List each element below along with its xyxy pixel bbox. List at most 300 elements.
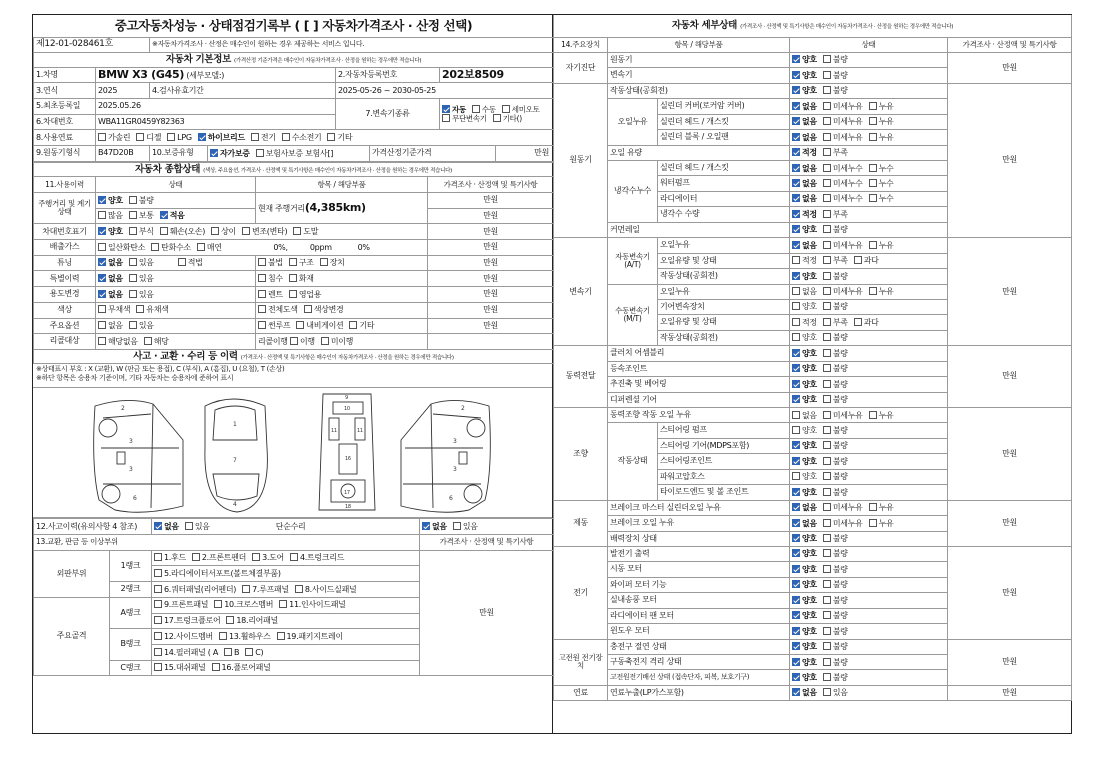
checkbox-icon[interactable] [252,553,260,561]
checkbox-icon[interactable] [442,105,450,113]
checkbox-icon[interactable] [211,227,219,235]
checked-checkbox-icon[interactable] [792,534,800,542]
detail-won: 만원 [948,52,1072,83]
checkbox-icon[interactable] [349,321,357,329]
checkbox-icon[interactable] [98,337,106,345]
detail-st-good: 양호 [802,395,817,405]
accident-rca-0: 15.대쉬패널 [164,663,206,673]
detail-st-none: 없음 [802,410,817,420]
detail-st-leak-w: 누수 [878,194,894,204]
basic-l4: 4.검사유효기간 [150,83,336,99]
detail-st-good: 양호 [802,487,817,497]
detail-st-bad: 불량 [832,364,848,374]
checked-checkbox-icon[interactable] [198,133,206,141]
checked-checkbox-icon[interactable] [422,522,430,530]
checkbox-icon[interactable] [192,553,200,561]
detail-st-good: 양호 [802,626,817,636]
checkbox-icon[interactable] [823,241,831,249]
overall-recall-opts-4: 미이행 [330,336,354,346]
checkbox-icon[interactable] [320,258,328,266]
checkbox-icon[interactable] [327,133,335,141]
checkbox-icon[interactable] [129,211,137,219]
detail-g-brake: 제동 [554,500,608,546]
checkbox-icon[interactable] [258,290,266,298]
checkbox-icon[interactable] [129,321,137,329]
basic-l7: 7.변속기종류 [336,99,440,130]
checkbox-icon[interactable] [792,256,800,264]
checkbox-icon[interactable] [823,596,831,604]
checked-checkbox-icon[interactable] [210,149,218,157]
detail-st-bad: 불량 [832,534,848,544]
detail-st-good: 양호 [802,86,817,96]
page-title: 중고자동차성능 · 상태점검기록부 ( [ ] 자동차가격조사 · 산정 선택) [34,15,554,37]
checked-checkbox-icon[interactable] [792,580,800,588]
checkbox-icon[interactable] [823,55,831,63]
detail-st-bad: 불량 [832,425,848,435]
checkbox-icon[interactable] [226,616,234,624]
checkbox-icon[interactable] [472,105,480,113]
checkbox-icon[interactable] [129,258,137,266]
checked-checkbox-icon[interactable] [98,227,106,235]
accident-r1: 1랭크 [110,550,152,581]
checkbox-icon[interactable] [792,302,800,310]
checkbox-icon[interactable] [154,648,162,656]
checkbox-icon[interactable] [282,133,290,141]
detail-status-table [553,15,1072,701]
checkbox-icon[interactable] [258,274,266,282]
checked-checkbox-icon[interactable] [792,596,800,604]
accident-r2a-1: 7.루프패널 [252,584,289,594]
checkbox-icon[interactable] [823,395,831,403]
checkbox-icon[interactable] [823,426,831,434]
detail-st-none: 없음 [802,518,817,528]
checked-checkbox-icon[interactable] [792,658,800,666]
checked-checkbox-icon[interactable] [792,503,800,511]
checkbox-icon[interactable] [823,472,831,480]
checkbox-icon[interactable] [823,688,831,696]
checkbox-icon[interactable] [823,549,831,557]
accident-rba-1: 13.휠하우스 [228,631,271,641]
checkbox-icon[interactable] [823,534,831,542]
checked-checkbox-icon[interactable] [792,380,800,388]
overall-option-label: 주요옵션 [34,318,96,334]
checkbox-icon[interactable] [245,648,253,656]
checkbox-icon[interactable] [290,553,298,561]
detail-section-note: (가격조사 · 산정액 및 특기사항은 매수인이 자동차가격조사 · 산정을 원하는 경우에만 적습니다) [740,23,954,30]
checkbox-icon[interactable] [869,194,877,202]
checked-checkbox-icon[interactable] [792,272,800,280]
basic-l3: 3.연식 [34,83,96,99]
detail-items-e7: 워터펌프 [658,176,790,191]
detail-st-none: 없음 [802,240,817,250]
service-notice: ※자동차가격조사 · 산정은 매수인이 원하는 경우 제공하는 서비스 입니다. [150,37,554,53]
checkbox-icon[interactable] [823,364,831,372]
accident-opts12-1: 있음 [194,522,210,532]
checkbox-icon[interactable] [823,457,831,465]
document-number: 제12-01-028461호 [34,37,150,53]
checked-checkbox-icon[interactable] [154,522,162,530]
checkbox-icon[interactable] [242,585,250,593]
checked-checkbox-icon[interactable] [792,349,800,357]
overall-option-opts-4: 기타 [359,321,375,331]
checkbox-icon[interactable] [98,321,106,329]
checkbox-icon[interactable] [792,318,800,326]
checkbox-icon[interactable] [792,333,800,341]
checkbox-icon[interactable] [823,519,831,527]
checked-checkbox-icon[interactable] [792,627,800,635]
accident-rbb-1: B [234,647,240,657]
detail-st-leak: 누유 [878,101,894,111]
checkbox-icon[interactable] [154,632,162,640]
overall-tune-opts-1: 있음 [138,258,154,268]
basic-fuel-opts-0: 가솔린 [108,133,131,143]
checkbox-icon[interactable] [154,600,162,608]
accident-price-hdr: 가격조사 · 산정액 및 특기사항 [420,535,554,551]
accident-l13: 13.교환, 판금 등 이상부위 [34,535,420,551]
detail-st-bad: 불량 [832,549,848,559]
checkbox-icon[interactable] [823,580,831,588]
detail-st-bad: 불량 [832,472,848,482]
checkbox-icon[interactable] [869,503,877,511]
detail-items-b1: 브레이크 마스터 실린더오일 누유 [608,500,790,515]
checkbox-icon[interactable] [823,503,831,511]
checked-checkbox-icon[interactable] [792,549,800,557]
checkbox-icon[interactable] [98,243,106,251]
checkbox-icon[interactable] [258,258,266,266]
detail-items-e4: 실린더 블록 / 오일팬 [658,130,790,145]
checkbox-icon[interactable] [304,305,312,313]
checkbox-icon[interactable] [823,256,831,264]
checkbox-icon[interactable] [289,290,297,298]
svg-text:2: 2 [461,405,465,413]
detail-st-good: 양호 [802,333,817,343]
checkbox-icon[interactable] [823,133,831,141]
checkbox-icon[interactable] [823,117,831,125]
checkbox-icon[interactable] [823,272,831,280]
checkbox-icon[interactable] [151,243,159,251]
detail-items-b2: 브레이크 오일 누유 [608,516,790,531]
overall-color-label: 색상 [34,302,96,318]
checkbox-icon[interactable] [129,290,137,298]
checkbox-icon[interactable] [854,256,862,264]
checked-checkbox-icon[interactable] [792,488,800,496]
svg-text:11: 11 [331,428,337,435]
checkbox-icon[interactable] [792,426,800,434]
checkbox-icon[interactable] [160,227,168,235]
checkbox-icon[interactable] [98,305,106,313]
checkbox-icon[interactable] [869,287,877,295]
overall-tune-opts-4: 구조 [298,258,314,268]
checkbox-icon[interactable] [823,179,831,187]
overall-won: 만원 [428,193,554,209]
checked-checkbox-icon[interactable] [792,688,800,696]
checked-checkbox-icon[interactable] [792,364,800,372]
checkbox-icon[interactable] [823,210,831,218]
checkbox-icon[interactable] [154,553,162,561]
checkbox-icon[interactable] [442,114,450,122]
detail-st-none: 없음 [802,101,817,111]
checked-checkbox-icon[interactable] [98,196,106,204]
checkbox-icon[interactable] [277,632,285,640]
checkbox-icon[interactable] [214,600,222,608]
detail-st-bad: 불량 [832,55,848,65]
detail-st-bad: 불량 [832,456,848,466]
basic-fuel-opts-1: 디젤 [146,133,162,143]
svg-text:3: 3 [453,466,457,474]
checkbox-icon[interactable] [185,522,193,530]
detail-st-leak-w: 누수 [878,178,894,188]
checkbox-icon[interactable] [869,133,877,141]
overall-won: 만원 [428,255,554,271]
basic-section-note: (가격산정 기준가격은 매수인이 자동차가격조사 · 산정을 원하는 경우에만 적습니다) [234,57,422,64]
overall-vin-opts-3: 상이 [221,227,236,237]
checkbox-icon[interactable] [136,305,144,313]
checkbox-icon[interactable] [279,600,287,608]
checked-checkbox-icon[interactable] [792,395,800,403]
checkbox-icon[interactable] [154,663,162,671]
checkbox-icon[interactable] [289,258,297,266]
car-frame-view [319,394,375,510]
checkbox-icon[interactable] [823,488,831,496]
overall-recall-label: 리콜대상 [34,334,96,350]
overall-recall-opts-1: 해당 [153,336,169,346]
checked-checkbox-icon[interactable] [792,441,800,449]
accident-rab-1: 18.리어패널 [236,616,278,626]
checkbox-icon[interactable] [224,648,232,656]
checkbox-icon[interactable] [823,380,831,388]
checkbox-icon[interactable] [258,321,266,329]
checkbox-icon[interactable] [823,673,831,681]
checked-checkbox-icon[interactable] [98,274,106,282]
checked-checkbox-icon[interactable] [792,642,800,650]
checked-checkbox-icon[interactable] [792,241,800,249]
checkbox-icon[interactable] [154,616,162,624]
overall-color-opts-1: 유채색 [146,305,169,315]
checked-checkbox-icon[interactable] [792,565,800,573]
checkbox-icon[interactable] [869,179,877,187]
checkbox-icon[interactable] [823,225,831,233]
checkbox-icon[interactable] [823,71,831,79]
checkbox-icon[interactable] [256,149,264,157]
checkbox-icon[interactable] [289,274,297,282]
detail-st-over: 과다 [863,317,879,327]
basic-won: 만원 [496,146,554,162]
checkbox-icon[interactable] [823,565,831,573]
checkbox-icon[interactable] [823,611,831,619]
accident-r1a-2: 3.도어 [262,553,284,563]
checkbox-icon[interactable] [823,349,831,357]
checkbox-icon[interactable] [129,196,137,204]
checkbox-icon[interactable] [178,258,186,266]
detail-st-bad: 불량 [832,595,848,605]
detail-st-bad: 불량 [832,379,848,389]
checkbox-icon[interactable] [869,164,877,172]
basic-section: 자동차 기본정보 [165,53,231,65]
detail-st-good: 양호 [802,672,817,682]
checkbox-icon[interactable] [197,243,205,251]
checked-checkbox-icon[interactable] [792,117,800,125]
basic-fuel-opts-4: 전기 [260,133,276,143]
overall-vin-opts-0: 양호 [108,227,123,237]
detail-items-t1: 오일누유 [658,238,790,253]
detail-st-bad: 불량 [832,271,848,281]
detail-h3: 상태 [790,37,948,52]
checkbox-icon[interactable] [823,658,831,666]
checkbox-icon[interactable] [823,86,831,94]
checkbox-icon[interactable] [792,287,800,295]
detail-st-bad: 불량 [832,302,848,312]
detail-items-f1: 연료누출(LP가스포함) [608,685,790,700]
checkbox-icon[interactable] [242,227,250,235]
checked-checkbox-icon[interactable] [792,102,800,110]
checkbox-icon[interactable] [258,305,266,313]
checkbox-icon[interactable] [129,227,137,235]
accident-main: 주요골격 [34,597,110,675]
basic-fuel-opts-6: 기타 [337,133,353,143]
accident-opts12-0: 없음 [164,522,179,532]
basic-fuel-opts-3: 하이브리드 [207,133,245,143]
checkbox-icon[interactable] [823,411,831,419]
checkbox-icon[interactable] [823,164,831,172]
checkbox-icon[interactable] [823,627,831,635]
accident-r2a-2: 8.사이드실패널 [304,584,357,594]
checked-checkbox-icon[interactable] [792,148,800,156]
checked-checkbox-icon[interactable] [792,611,800,619]
model-year: 2025 [96,83,150,99]
checkbox-icon[interactable] [823,302,831,310]
checkbox-icon[interactable] [493,114,501,122]
checkbox-icon[interactable] [129,274,137,282]
overall-odo-state2-0: 많음 [108,211,123,221]
checked-checkbox-icon[interactable] [792,457,800,465]
accident-note2: ※하단 항목은 승용차 기준이며, 기타 자동차는 승용차에 준하여 표시 [36,374,234,383]
checkbox-icon[interactable] [502,105,510,113]
checkbox-icon[interactable] [869,102,877,110]
detail-st-leak: 누유 [878,117,894,127]
checkbox-icon[interactable] [251,133,259,141]
overall-use-opts-3: 영업용 [298,289,322,299]
checkbox-icon[interactable] [854,318,862,326]
checkbox-icon[interactable] [98,211,106,219]
checked-checkbox-icon[interactable] [98,258,106,266]
checked-checkbox-icon[interactable] [792,210,800,218]
svg-text:3: 3 [129,466,133,474]
basic-l6: 6.차대번호 [34,114,96,130]
checkbox-icon[interactable] [154,569,162,577]
checkbox-icon[interactable] [869,117,877,125]
checkbox-icon[interactable] [136,133,144,141]
checkbox-icon[interactable] [823,194,831,202]
checkbox-icon[interactable] [823,441,831,449]
detail-st-bad: 불량 [832,333,848,343]
detail-items-t7: 작동상태(공회전) [658,330,790,345]
checked-checkbox-icon[interactable] [792,194,800,202]
checked-checkbox-icon[interactable] [98,290,106,298]
checkbox-icon[interactable] [823,287,831,295]
detail-st-minor: 미세누유 [832,101,863,111]
detail-g-fuel: 연료 [554,685,608,700]
overall-vin-opts-4: 변조(변타) [251,227,288,237]
basic-warranty-opts-1: 보험사보증 보험사[] [265,148,334,158]
detail-items-self1: 원동기 [608,52,790,67]
checkbox-icon[interactable] [869,241,877,249]
checkbox-icon[interactable] [212,663,220,671]
checkbox-icon[interactable] [219,632,227,640]
checkbox-icon[interactable] [453,522,461,530]
checked-checkbox-icon[interactable] [792,133,800,141]
checkbox-icon[interactable] [823,318,831,326]
checked-checkbox-icon[interactable] [792,164,800,172]
checkbox-icon[interactable] [144,337,152,345]
checked-checkbox-icon[interactable] [792,71,800,79]
checked-checkbox-icon[interactable] [792,225,800,233]
detail-items-h1: 충전구 절연 상태 [608,639,790,654]
checkbox-icon[interactable] [98,133,106,141]
overall-use-label: 용도변경 [34,287,96,303]
checked-checkbox-icon[interactable] [792,55,800,63]
checkbox-icon[interactable] [792,472,800,480]
accident-r1a-1: 2.프론트펜더 [201,553,247,563]
detail-st-low: 부족 [832,256,848,266]
fuel-options [96,130,554,146]
detail-at: 자동변속기 (A/T) [608,238,658,284]
checkbox-icon[interactable] [321,337,329,345]
detail-st-none: 없음 [802,194,817,204]
checked-checkbox-icon[interactable] [792,179,800,187]
accident-opts-simple-1: 있음 [462,522,478,532]
checkbox-icon[interactable] [869,519,877,527]
detail-items-el3: 와이퍼 모터 기능 [608,577,790,592]
checkbox-icon[interactable] [823,333,831,341]
checkbox-icon[interactable] [823,148,831,156]
detail-st-ok: 적정 [802,256,817,266]
checkbox-icon[interactable] [823,102,831,110]
overall-won: 만원 [428,271,554,287]
checkbox-icon[interactable] [792,411,800,419]
detail-items-t3: 작동상태(공회전) [658,269,790,284]
detail-st-none: 없음 [802,503,817,513]
checkbox-icon[interactable] [167,133,175,141]
accident-r1a-3: 4.트렁크리드 [299,553,345,563]
svg-text:6: 6 [449,495,453,503]
checkbox-icon[interactable] [869,411,877,419]
overall-recall-opts-3: 이행 [299,336,315,346]
detail-items-el6: 윈도우 모터 [608,624,790,639]
detail-items-p4: 디퍼렌셜 기어 [608,392,790,407]
checkbox-icon[interactable] [290,337,298,345]
checkbox-icon[interactable] [293,227,301,235]
checked-checkbox-icon[interactable] [792,673,800,681]
odometer-reading [256,193,428,224]
detail-st-good: 양호 [802,425,817,435]
accident-rbb-2: C) [255,647,264,657]
detail-won: 만원 [948,238,1072,346]
checkbox-icon[interactable] [154,585,162,593]
overall-color-opts-3: 색상변경 [313,305,344,315]
basic-warranty-opts-0: 자가보증 [220,148,250,158]
overall-color-opts-2: 전체도색 [268,305,298,315]
detail-st-low: 부족 [832,148,848,158]
checkbox-icon[interactable] [823,642,831,650]
basic-trans-opts-3: 무단변속기 [452,114,487,124]
accident-history-header [34,349,554,364]
overall-emis-vals-0: 0%, [273,242,288,252]
checked-checkbox-icon[interactable] [792,86,800,94]
checked-checkbox-icon[interactable] [792,519,800,527]
checkbox-icon[interactable] [296,321,304,329]
checked-checkbox-icon[interactable] [160,211,168,219]
checkbox-icon[interactable] [295,585,303,593]
